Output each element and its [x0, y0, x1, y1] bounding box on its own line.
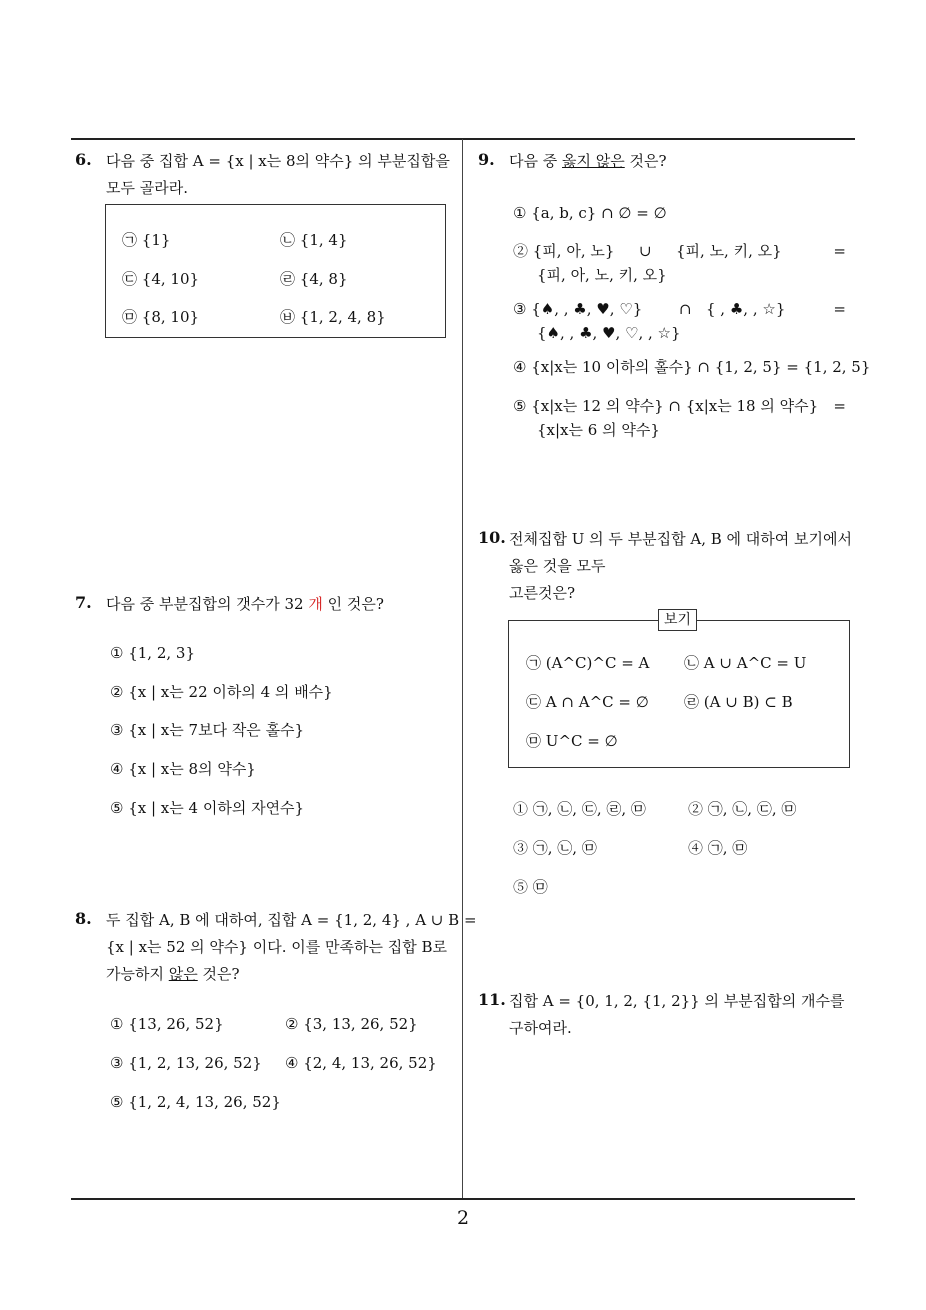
question-number: 11.: [478, 990, 506, 1009]
question-number: 8.: [75, 909, 92, 928]
answer-option-3[interactable]: ③ {♠, , ♣, ♥, ♡} ∩ { , ♣, , ☆} = {♠, , ♣, ♥, ♡, , ☆}: [513, 300, 846, 342]
question-text: [106, 148, 450, 202]
bogi-item: ㉡ A ∪ A^C = U: [684, 654, 807, 672]
question-number: 6.: [75, 150, 92, 169]
choice-item: ㉣ {4, 8}: [280, 270, 348, 288]
answer-option-3[interactable]: ③ {x | x는 7보다 작은 홀수}: [110, 721, 305, 739]
answer-option-1[interactable]: ① ㉠, ㉡, ㉢, ㉣, ㉤: [513, 800, 646, 818]
question-text: 집합 A = {0, 1, 2, {1, 2}} 의 부분집합의 개수를 구하여라.: [509, 992, 845, 1037]
answer-option-2[interactable]: ② ㉠, ㉡, ㉢, ㉤: [688, 800, 797, 818]
answer-option-4[interactable]: ④ {2, 4, 13, 26, 52}: [285, 1054, 437, 1072]
question-line: 다음 중 집합 A = {x | x는 8의 약수} 의 부분집합을: [106, 152, 450, 170]
bogi-item: ㉠ (A^C)^C = A: [526, 654, 650, 672]
answer-option-5[interactable]: ⑤ {x | x는 4 이하의 자연수}: [110, 799, 305, 817]
bogi-item: ㉣ (A ∪ B) ⊂ B: [684, 693, 793, 711]
answer-option-3[interactable]: ③ ㉠, ㉡, ㉤: [513, 839, 597, 857]
bogi-item: ㉢ A ∩ A^C = ∅: [526, 693, 649, 711]
top-rule: [71, 138, 855, 140]
question-text: 다음 중 부분집합의 갯수가 32 개 인 것은?: [106, 595, 384, 613]
bottom-rule: [71, 1198, 855, 1200]
choice-item: ㉢ {4, 10}: [122, 270, 200, 288]
answer-option-1[interactable]: ① {a, b, c} ∩ ∅ = ∅: [513, 204, 667, 222]
answer-option-4[interactable]: ④ ㉠, ㉤: [688, 839, 748, 857]
answer-option-5[interactable]: ⑤ {1, 2, 4, 13, 26, 52}: [110, 1093, 281, 1111]
answer-option-5[interactable]: ⑤ ㉤: [513, 878, 548, 896]
answer-option-2[interactable]: ② {3, 13, 26, 52}: [285, 1015, 418, 1033]
question-number: 10.: [478, 528, 506, 547]
highlight-word: 개: [308, 595, 323, 613]
answer-option-4[interactable]: ④ {x | x는 8의 약수}: [110, 760, 256, 778]
question-text: 전체집합 U 의 두 부분집합 A, B 에 대하여 보기에서 옳은 것을 모두 고른것은?: [509, 530, 852, 602]
answer-option-1[interactable]: ① {1, 2, 3}: [110, 644, 196, 662]
choice-item: ㉤ {8, 10}: [122, 308, 200, 326]
column-divider: [462, 139, 463, 1199]
answer-option-5[interactable]: ⑤ {x|x는 12 의 약수} ∩ {x|x는 18 의 약수} = {x|x는 6 의 약수}: [513, 397, 846, 439]
answer-option-1[interactable]: ① {13, 26, 52}: [110, 1015, 224, 1033]
answer-option-2[interactable]: ② {x | x는 22 이하의 4 의 배수}: [110, 683, 333, 701]
question-number: 7.: [75, 593, 92, 612]
question-text: 두 집합 A, B 에 대하여, 집합 A = {1, 2, 4} , A ∪ B = {x | x는 52 의 약수} 이다. 이를 만족하는 집합 B로 가능하지 않은 것은?: [106, 911, 477, 983]
bogi-item: ㉤ U^C = ∅: [526, 732, 618, 750]
choice-item: ㉠ {1}: [122, 231, 171, 249]
bogi-title: 보기: [658, 609, 697, 631]
page-number: 2: [456, 1207, 470, 1229]
answer-option-4[interactable]: ④ {x|x는 10 이하의 홀수} ∩ {1, 2, 5} = {1, 2, 5}: [513, 358, 871, 376]
question-line: 모두 골라라.: [106, 179, 188, 197]
answer-option-2[interactable]: ② {피, 아, 노} ∪ {피, 노, 키, 오} = {피, 아, 노, 키, 오}: [513, 242, 846, 284]
question-text: 다음 중 옳지 않은 것은?: [509, 152, 667, 170]
choice-item: ㉥ {1, 2, 4, 8}: [280, 308, 386, 326]
choice-item: ㉡ {1, 4}: [280, 231, 348, 249]
answer-option-3[interactable]: ③ {1, 2, 13, 26, 52}: [110, 1054, 262, 1072]
question-number: 9.: [478, 150, 495, 169]
